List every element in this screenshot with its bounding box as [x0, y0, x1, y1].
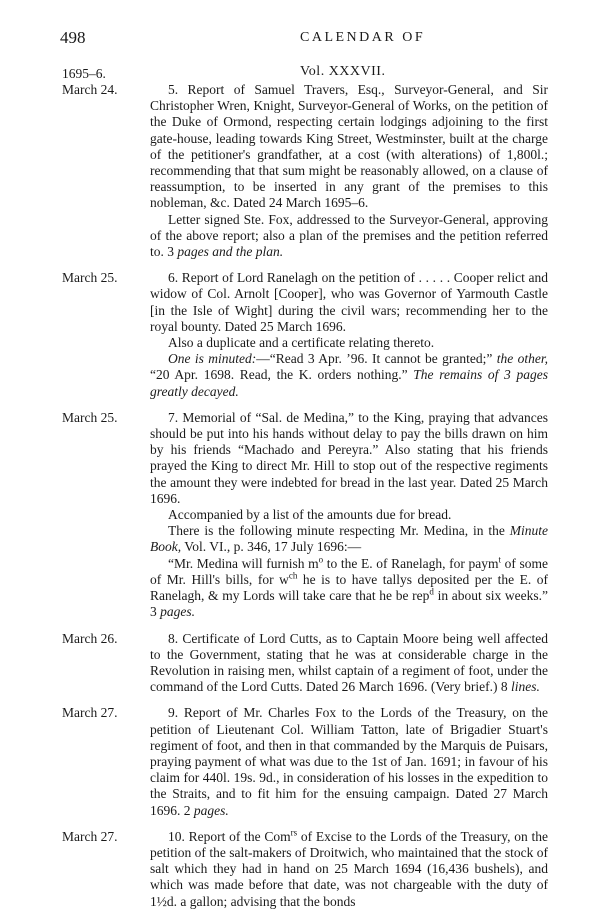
entry-note: Accompanied by a list of the amounts due for bread. — [168, 507, 452, 523]
entry-body — [150, 270, 548, 400]
entry-text-main: 8. Certificate of Lord Cutts, as to Captain Moore being well affected to the Government, stating that he was at considerable charge in the Revolution in raising men, whilst captain of a regiment of foot, under the command of the Lord Cutts. Dated 26 March 1696. (Very brief.) 8 — [150, 630, 548, 695]
entry-date: March 24. — [62, 82, 118, 97]
entry-text-cont: of Excise to the Lords of the Treasury, on the petition of the salt-makers of Droitwich, who maintained that the stock of salt which they had in hand on 25 March 1694 (16,436 bushels), and which was made before that date, was not chargeable with the duty of 1½d. a gallon; advising that the bonds — [150, 828, 548, 909]
minute-quote — [150, 556, 548, 621]
entry-date: March 27. — [62, 828, 118, 844]
entry-text-main: 10. Report of the Com — [168, 828, 291, 844]
entry-body — [150, 705, 548, 818]
minute-intro: There is the following minute respecting Mr. Medina, in the — [168, 523, 510, 539]
entry-text-main: 9. Report of Mr. Charles Fox to the Lords of the Treasury, on the petition of Lieutenant Col. William Tatton, late of Brigadier Stuart's regiment of foot, and then in that commanded by the Marquis de Puisars, praying payment of what was due to the 1st of Jan. 1691; in favour of his claim for 440l. 19s. 9d., in consideration of his losses in the expedition to the Straits, and to fit him for the ensuing campaign. Dated 27 March 1696. 2 — [150, 705, 548, 818]
year-label: 1695–6. — [62, 66, 106, 81]
entry-note-text: Letter signed Ste. Fox, addressed to the Surveyor-General, approving of the above report; also a plan of the premises and the petition referred to. 3 — [150, 211, 548, 260]
entry-text: 6. Report of Lord Ranelagh on the petition of . . . . . Cooper relict and widow of Col. Arnolt [Cooper], who was Governor of Yarmouth Castle [in the Isle of Wight] during the civil wars; recommending her to the royal bounty. Dated 25 March 1696. — [150, 270, 548, 334]
calendar-entries — [0, 82, 606, 920]
entry-note — [150, 212, 548, 261]
entry-date: March 25. — [62, 409, 118, 425]
quote-superscript: d — [429, 586, 434, 597]
entry-extent: lines. — [511, 679, 540, 695]
minute-intro: One is minuted: — [168, 351, 257, 367]
minute-book-title: Minute Book, — [150, 523, 548, 555]
entry-minute — [150, 351, 548, 400]
entry-extent: pages. — [160, 604, 195, 620]
entry-body — [150, 410, 548, 621]
page-number: 498 — [60, 28, 86, 47]
entry-note: Also a duplicate and a certificate relating thereto. — [168, 335, 435, 351]
minute-reference: Vol. VI., p. 346, 17 July 1696:— — [181, 539, 362, 555]
quote-part: of some of Mr. Hill's bills, for w — [150, 555, 548, 587]
entry-text — [150, 705, 548, 818]
entry-date: March 27. — [62, 705, 118, 721]
entry-extent: pages and the plan. — [177, 244, 284, 260]
calendar-entry — [0, 82, 606, 260]
entry-text: 5. Report of Samuel Travers, Esq., Surveyor-General, and Sir Christopher Wren, Knight, Surveyor-General of Works, on the petition of the Duke of Ormond, respecting certain lodgings adjoining to the first gate-house, leading towards King Street, Westminster, built at the charge of the petitioner's grandfather, at a cost (with alterations) of 1,800l.; recommending that that sum might be reasonably allowed, on a clause of reassumption, to be inserted in any grant of the premises to this nobleman, &c. Dated 24 March 1695–6. — [150, 82, 548, 211]
entry-extent: The remains of 3 pages greatly decayed. — [150, 367, 548, 399]
entry-text — [150, 631, 548, 696]
minute-text-2: “20 Apr. 1698. Read, the K. orders nothing.” — [150, 367, 408, 383]
quote-superscript: ch — [288, 570, 298, 581]
calendar-entry — [0, 410, 606, 621]
entry-extent: pages. — [193, 802, 229, 818]
minute-connector: the other, — [492, 351, 548, 367]
volume-label: Vol. XXXVII. — [300, 64, 386, 79]
quote-superscript: o — [318, 554, 324, 565]
entry-superscript: rs — [290, 827, 298, 838]
entry-body — [150, 631, 548, 696]
quote-superscript: t — [498, 554, 501, 565]
entry-text: 7. Memorial of “Sal. de Medina,” to the King, praying that advances should be put into his hands without delay to pay the bills drawn on him by his friends “Machado and Pereyra.” Also stating that his friends prayed the King to direct Mr. Hill to stop out of the respective regiments the amount they were indebted for bread in the last year. Dated 25 March 1696. — [150, 409, 548, 506]
quote-part: in about six weeks.” 3 — [150, 588, 548, 620]
calendar-entry — [0, 270, 606, 400]
quote-part: he is to have tallys deposited per the E. of Ranelagh, & my Lords will take care that he be rep — [150, 571, 548, 604]
calendar-entry — [0, 705, 606, 818]
entry-body — [150, 82, 548, 260]
running-head: CALENDAR OF — [300, 30, 426, 45]
entry-date: March 26. — [62, 630, 118, 646]
quote-part: “Mr. Medina will furnish m — [168, 555, 319, 571]
calendar-entry — [0, 631, 606, 696]
entry-date: March 25. — [62, 270, 118, 286]
entry-minute — [150, 523, 548, 555]
minute-text: —“Read 3 Apr. ’96. It cannot be granted;” — [256, 351, 493, 367]
quote-part: to the E. of Ranelagh, for paym — [323, 555, 499, 571]
